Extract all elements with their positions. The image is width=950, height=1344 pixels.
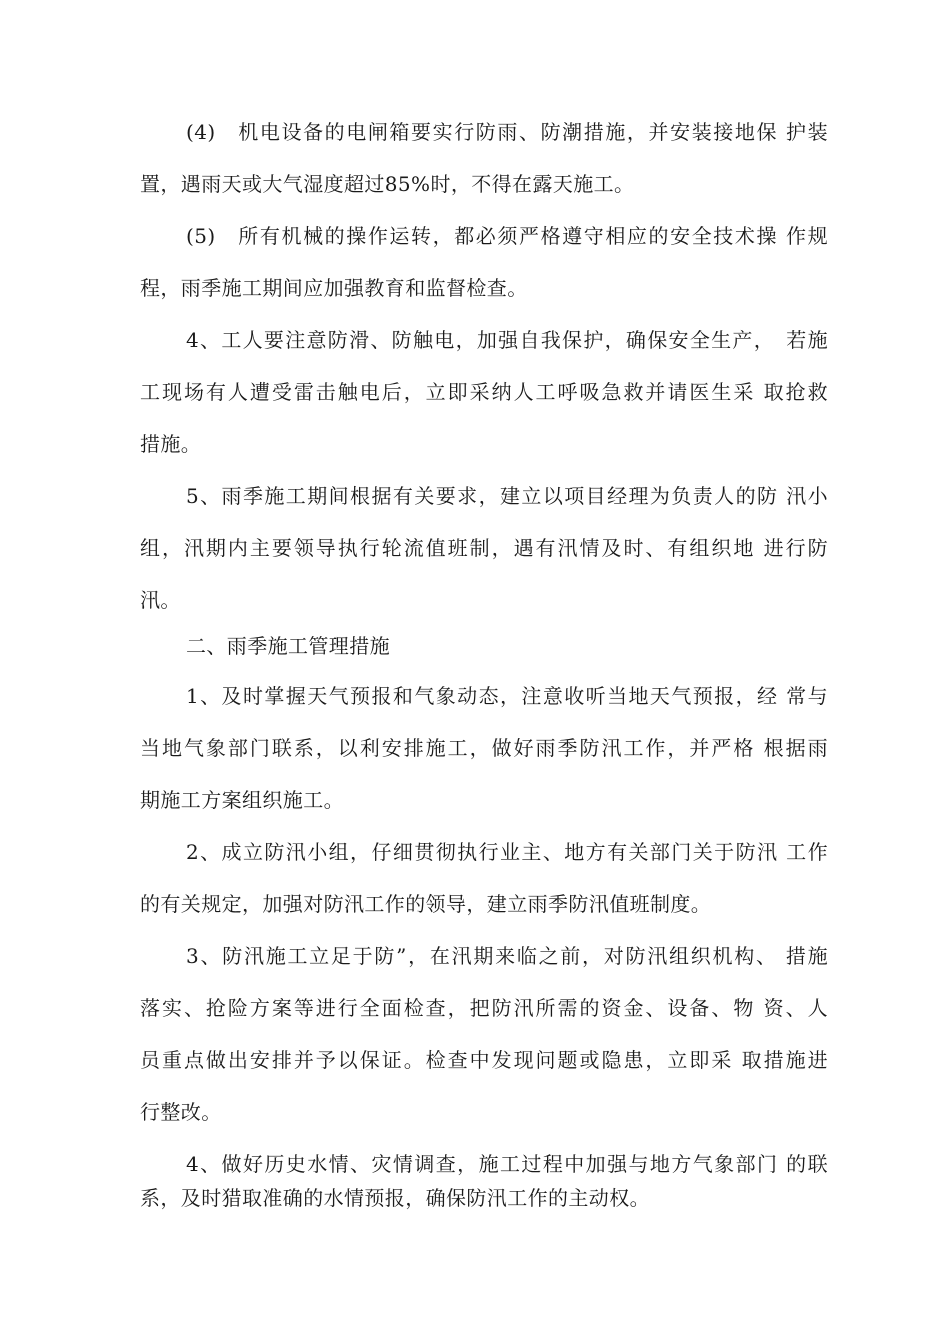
text-line: (5) 所有机械的操作运转，都必须严格遵守相应的安全技术操 作规 <box>186 224 828 248</box>
text-line: 工现场有人遭受雷击触电后，立即采纳人工呼吸急救并请医生采 取抢救 <box>140 380 828 404</box>
text-line: 4、做好历史水情、灾情调查，施工过程中加强与地方气象部门 的联 <box>186 1152 828 1176</box>
text-line: 系，及时猎取准确的水情预报，确保防汛工作的主动权。 <box>140 1186 650 1210</box>
text-line: 程，雨季施工期间应加强教育和监督检查。 <box>140 276 528 300</box>
text-line: 落实、抢险方案等进行全面检查，把防汛所需的资金、设备、物 资、人 <box>140 996 828 1020</box>
text-line: 行整改。 <box>140 1100 222 1124</box>
section-heading: 二、雨季施工管理措施 <box>186 634 390 658</box>
text-line: 的有关规定，加强对防汛工作的领导，建立雨季防汛值班制度。 <box>140 892 712 916</box>
text-line: 当地气象部门联系，以利安排施工，做好雨季防汛工作，并严格 根据雨 <box>140 736 828 760</box>
text-line: 3、防汛施工立足于防”，在汛期来临之前，对防汛组织机构、 措施 <box>186 944 828 968</box>
text-line: 期施工方案组织施工。 <box>140 788 344 812</box>
text-line: 组，汛期内主要领导执行轮流值班制，遇有汛情及时、有组织地 进行防 <box>140 536 828 560</box>
text-line: 1、及时掌握天气预报和气象动态，注意收听当地天气预报，经 常与 <box>186 684 828 708</box>
text-line: 5、雨季施工期间根据有关要求，建立以项目经理为负责人的防 汛小 <box>186 484 828 508</box>
text-line: 4、工人要注意防滑、防触电，加强自我保护，确保安全生产， 若施 <box>186 328 828 352</box>
text-line: (4) 机电设备的电闸箱要实行防雨、防潮措施，并安装接地保 护装 <box>186 120 828 144</box>
text-line: 员重点做出安排并予以保证。检查中发现问题或隐患，立即采 取措施进 <box>140 1048 828 1072</box>
text-line: 措施。 <box>140 432 202 456</box>
text-line: 2、成立防汛小组，仔细贯彻执行业主、地方有关部门关于防汛 工作 <box>186 840 828 864</box>
text-line: 置，遇雨天或大气湿度超过85%时，不得在露天施工。 <box>140 172 635 196</box>
text-line: 汛。 <box>140 588 181 612</box>
